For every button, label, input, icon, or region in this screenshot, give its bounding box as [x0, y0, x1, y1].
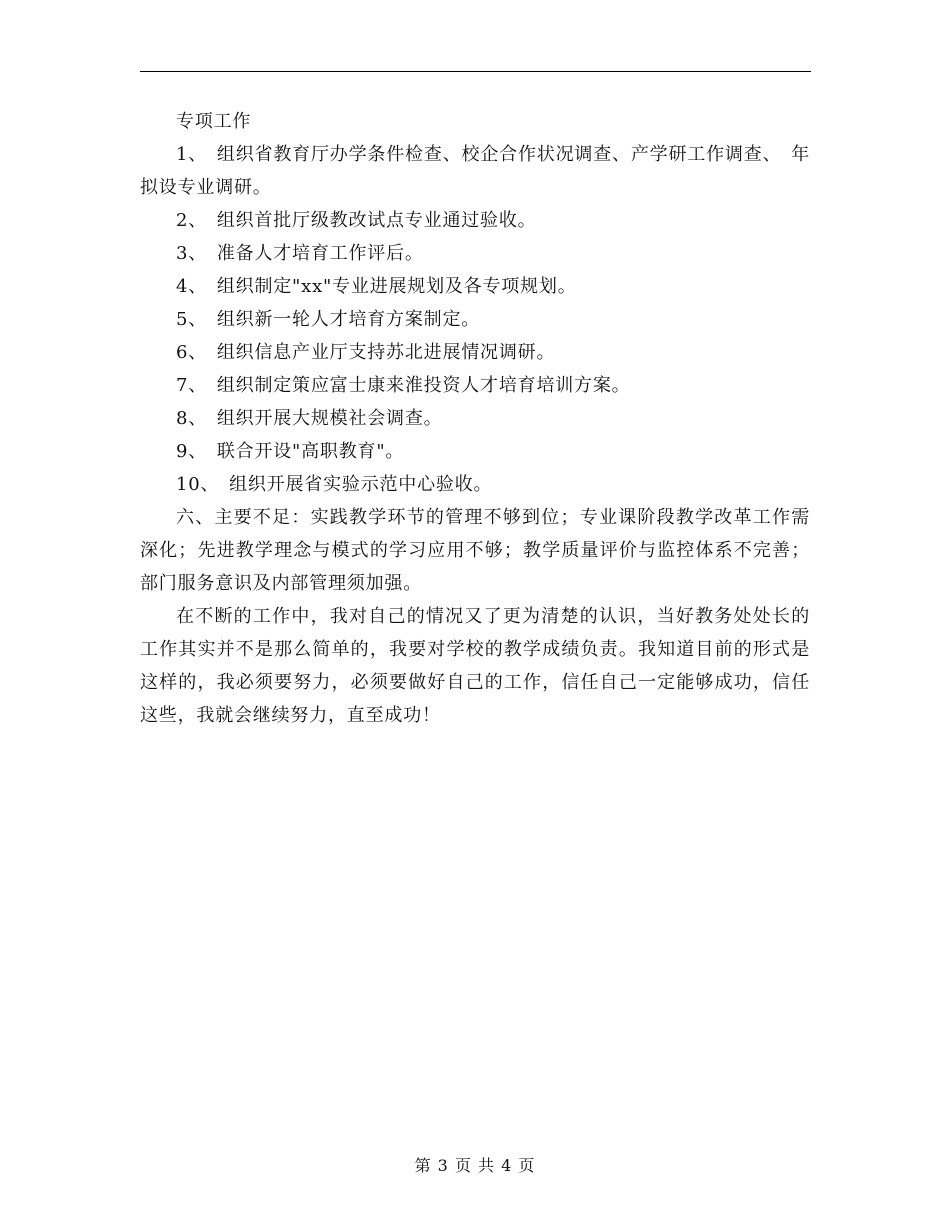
shortcomings-paragraph: 六、主要不足：实践教学环节的管理不够到位；专业课阶段教学改革工作需深化；先进教学理念与模式的学习应用不够；教学质量评价与监控体系不完善；部门服务意识及内部管理须加强。	[140, 507, 810, 594]
page-footer	[0, 1153, 950, 1176]
list-item: 8、 组织开展大规模社会调查。	[176, 408, 443, 429]
list-item: 10、 组织开展省实验示范中心验收。	[176, 474, 493, 495]
list-item: 1、 组织省教育厅办学条件检查、校企合作状况调查、产学研工作调查、 年拟设专业调研。	[140, 144, 810, 198]
list-item: 7、 组织制定策应富士康来淮投资人才培育培训方案。	[176, 375, 631, 396]
page-suffix: 页	[518, 1156, 536, 1175]
list-item: 9、 联合开设"高职教育"。	[176, 441, 405, 462]
header-rule	[140, 71, 811, 72]
list-item: 6、 组织信息产业厅支持苏北进展情况调研。	[176, 342, 556, 363]
page-prefix: 第	[414, 1156, 432, 1175]
list-item: 5、 组织新一轮人才培育方案制定。	[176, 309, 481, 330]
section-heading: 专项工作	[176, 111, 252, 132]
document-body	[140, 105, 810, 732]
current-page-number: 3	[437, 1156, 449, 1175]
list-item: 2、 组织首批厅级教改试点专业通过验收。	[176, 210, 537, 231]
total-pages-number: 4	[501, 1156, 513, 1175]
list-item: 4、 组织制定"xx"专业进展规划及各专项规划。	[176, 276, 577, 297]
closing-paragraph: 在不断的工作中，我对自己的情况又了更为清楚的认识，当好教务处处长的工作其实并不是那么简单的，我要对学校的教学成绩负责。我知道目前的形式是这样的，我必须要努力，必须要做好自己的工作，信任自己一定能够成功，信任这些，我就会继续努力，直至成功！	[140, 606, 810, 726]
list-item: 3、 准备人才培育工作评后。	[176, 243, 424, 264]
page-mid: 页 共	[454, 1156, 496, 1175]
